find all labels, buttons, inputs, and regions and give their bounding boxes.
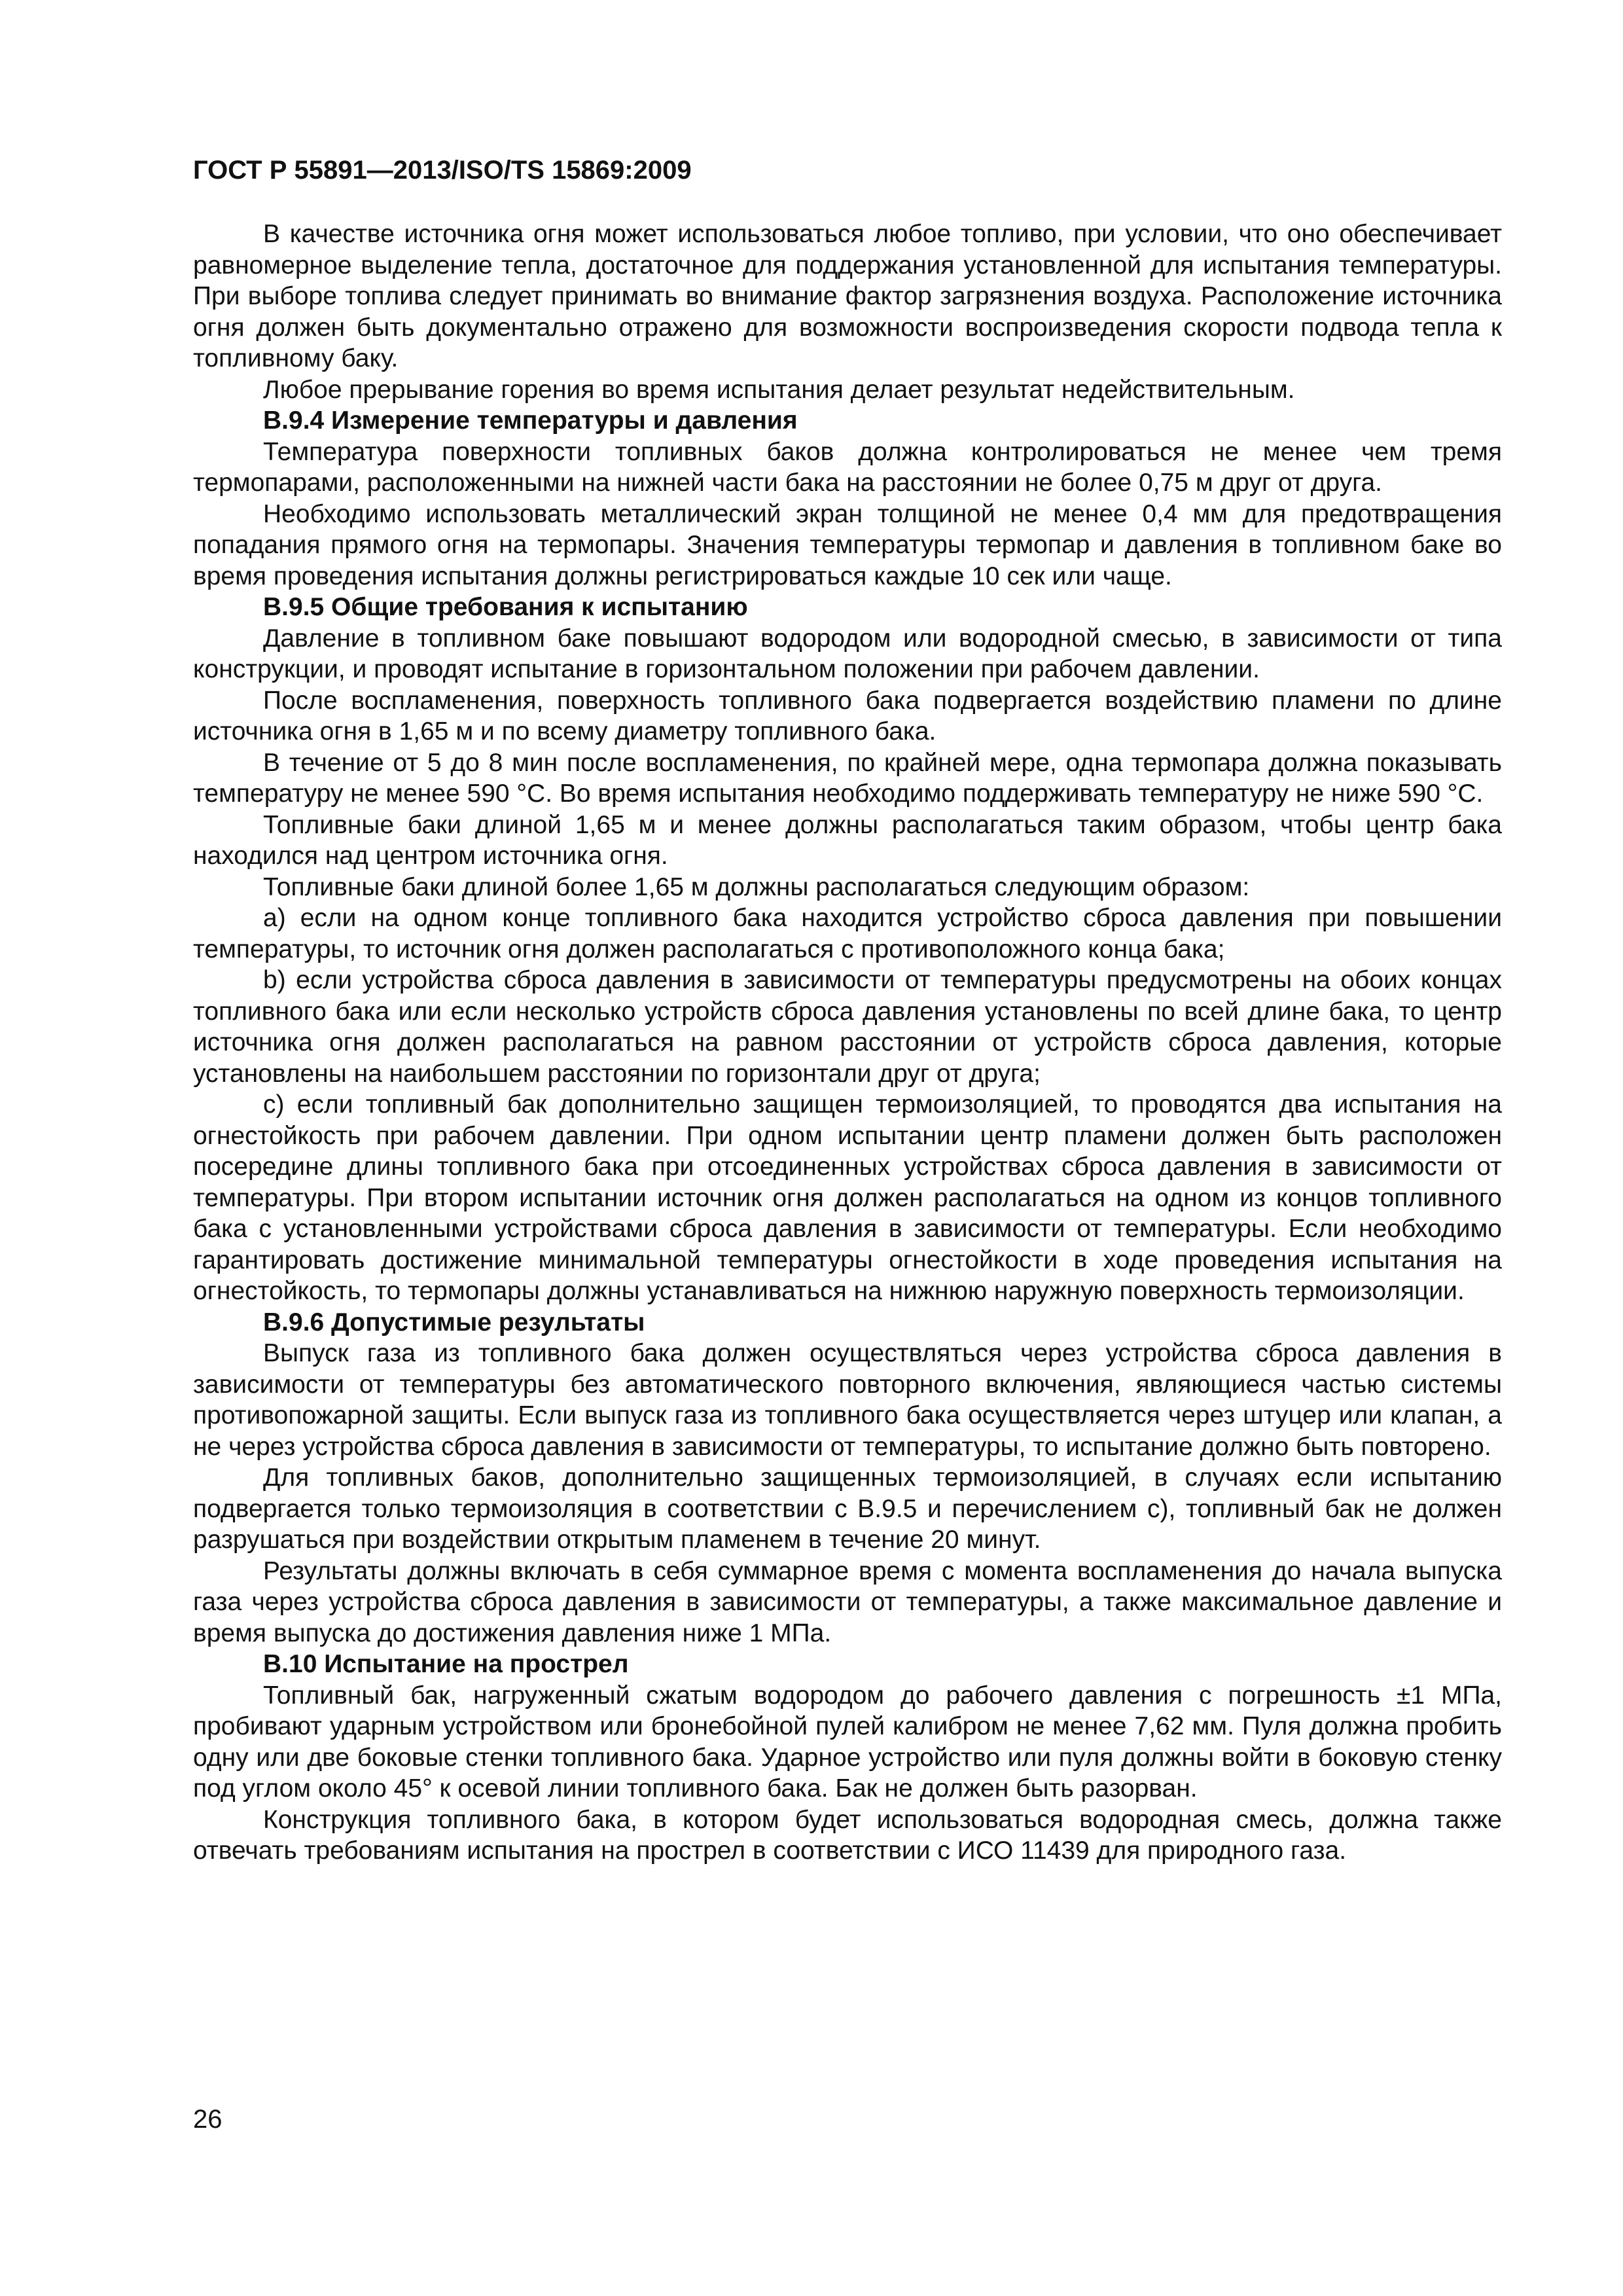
- section-heading-b10: В.10 Испытание на прострел: [263, 1650, 629, 1678]
- paragraph: Необходимо использовать металлический экран толщиной не менее 0,4 мм для предотвращения попадания прямого огня на термопары. Значения температуры термопар и давления в топливном баке во время проведения испытания должны регистрироваться каждые 10 сек или чаще.: [193, 499, 1502, 590]
- running-header: ГОСТ Р 55891—2013/ISO/TS 15869:2009: [193, 156, 692, 185]
- paragraph: Топливные баки длиной более 1,65 м должны располагаться следующим образом:: [263, 872, 1250, 901]
- paragraph: В качестве источника огня может использоваться любое топливо, при условии, что оно обеспечивает равномерное выделение тепла, достаточное для поддержания установленной для испытания температуры. При выборе топлива следует принимать во внимание фактор загрязнения воздуха. Расположение источника огня должен быть документально отражено для возможности воспроизведения скорости подвода тепла к топливному баку.: [193, 220, 1502, 372]
- list-item-c: с) если топливный бак дополнительно защищен термоизоляцией, то проводятся два испытания на огнестойкость при рабочем давлении. При одном испытании центр пламени должен быть расположен посередине длины топливного бака при отсоединенных устройствах сброса давления в зависимости от температуры. При втором испытании источник огня должен располагаться на одном из концов топливного бака с установленными устройствами сброса давления в зависимости от температуры. Если необходимо гарантировать достижение минимальной температуры огнестойкости в ходе проведения испытания на огнестойкость, то термопары должны устанавливаться на нижнюю наружную поверхность термоизоляции.: [193, 1090, 1502, 1305]
- paragraph: Температура поверхности топливных баков должна контролироваться не менее чем тремя термопарами, расположенными на нижней части бака на расстоянии не более 0,75 м друг от друга.: [193, 437, 1502, 497]
- paragraph: Конструкция топливного бака, в котором будет использоваться водородная смесь, должна также отвечать требованиям испытания на прострел в соответствии с ИСО 11439 для природного газа.: [193, 1805, 1502, 1865]
- paragraph: Любое прерывание горения во время испытания делает результат недействительным.: [263, 375, 1295, 404]
- paragraph: Для топливных баков, дополнительно защищенных термоизоляцией, в случаях если испытанию подвергается только термоизоляция в соответствии с В.9.5 и перечислением с), топливный бак не должен разрушаться при воздействии открытым пламенем в течение 20 минут.: [193, 1463, 1502, 1554]
- paragraph: После воспламенения, поверхность топливного бака подвергается воздействию пламени по длине источника огня в 1,65 м и по всему диаметру топливного бака.: [193, 686, 1502, 745]
- paragraph: В течение от 5 до 8 мин после воспламенения, по крайней мере, одна термопара должна показывать температуру не менее 590 °С. Во время испытания необходимо поддерживать температуру не ниже 590 °С.: [193, 748, 1502, 808]
- paragraph: Топливные баки длиной 1,65 м и менее должны располагаться таким образом, чтобы центр бака находился над центром источника огня.: [193, 810, 1502, 870]
- paragraph: Топливный бак, нагруженный сжатым водородом до рабочего давления с погрешность ±1 МПа, пробивают ударным устройством или бронебойной пулей калибром не менее 7,62 мм. Пуля должна пробить одну или две боковые стенки топливного бака. Ударное устройство или пуля должны войти в боковую стенку под углом около 45° к осевой линии топливного бака. Бак не должен быть разорван.: [193, 1681, 1502, 1803]
- document-page: [193, 0, 1502, 2296]
- document-body: [193, 219, 1502, 1867]
- section-heading-b96: В.9.6 Допустимые результаты: [263, 1308, 645, 1336]
- list-item-b: b) если устройства сброса давления в зависимости от температуры предусмотрены на обоих концах топливного бака или если несколько устройств сброса давления установлены по всей длине бака, то центр источника огня должен располагаться на равном расстоянии от устройств сброса давления, которые установлены на наибольшем расстоянии по горизонтали друг от друга;: [193, 966, 1502, 1088]
- paragraph: Результаты должны включать в себя суммарное время с момента воспламенения до начала выпуска газа через устройства сброса давления в зависимости от температуры, а также максимальное давление и время выпуска до достижения давления ниже 1 МПа.: [193, 1556, 1502, 1647]
- page-number: 26: [193, 2105, 223, 2134]
- section-heading-b95: В.9.5 Общие требования к испытанию: [263, 593, 748, 621]
- paragraph: Давление в топливном баке повышают водородом или водородной смесью, в зависимости от типа конструкции, и проводят испытание в горизонтальном положении при рабочем давлении.: [193, 624, 1502, 683]
- section-heading-b94: В.9.4 Измерение температуры и давления: [263, 406, 798, 435]
- paragraph: Выпуск газа из топливного бака должен осуществляться через устройства сброса давления в зависимости от температуры без автоматического повторного включения, являющиеся частью системы противопожарной защиты. Если выпуск газа из топливного бака осуществляется через штуцер или клапан, а не через устройства сброса давления в зависимости от температуры, то испытание должно быть повторено.: [193, 1339, 1502, 1461]
- list-item-a: а) если на одном конце топливного бака находится устройство сброса давления при повышении температуры, то источник огня должен располагаться с противоположного конца бака;: [193, 904, 1502, 963]
